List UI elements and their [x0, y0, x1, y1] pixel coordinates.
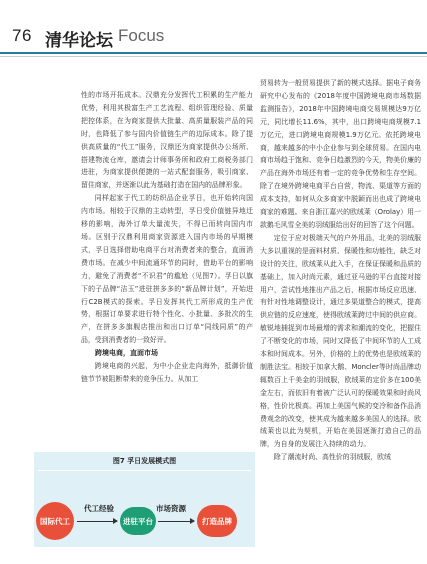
- arrow-2: [158, 521, 194, 522]
- edge-label-market-resources: 市场资源: [156, 504, 186, 513]
- paragraph: 除了潮流时尚、高性价的羽绒服，欧绒: [273, 453, 391, 462]
- header-rule: [0, 52, 427, 54]
- paragraph: 同样起家于代工的纺织品企业孚日，也开始转向国内市场。相较于汉鼎的主动转型，孚日受价值链异地迁移的影响，海外订单大量流失，不得已而转向国内市场。区别于汉鼎利用商家资源进入国内市场的早期模式，孚日选择借助电商平台对消费者来的整合，直面消费市场。在减少中间流通环节的同时，借助平台的影响力，避免了消费者“不识君”的尴尬（见图7）。孚日以旗下的子品牌“洁玉”进驻拼多多的“新品牌计划”，开始进行C2B模式的探索。孚日发挥其代工所形成的生产优势，根据订单要求进行特个性化、小批量、多批次的生产，在拼多多旗舰店推出和出口订单“同线同质”的产品，受到消费者的一致好评。: [81, 194, 253, 345]
- page-header: [0, 0, 427, 58]
- header-rule-thin: [0, 56, 427, 57]
- node-label: 进驻平台: [123, 516, 153, 526]
- figure-caption: 图7 孚日发展模式图: [112, 457, 177, 465]
- paragraph: 跨境电商的兴起，为中小企业走向海外，抵御价值链节节被阻断带来的竞争压力。从加工: [81, 362, 253, 383]
- subheading: 跨境电商，直面市场: [95, 349, 158, 358]
- edge-label-oem-experience: 代工经验: [84, 504, 114, 513]
- paragraph: 性的市场开拓成本。汉鼎充分发挥代工积累的生产能力优势，利用其极富生产工艺流程、组织管理经验、质量把控体系，在为商家提供大批量、高质量服装产品的同时，也降低了参与国内价值链生产的边际成本。除了提供高质量的“代工”服务，汉鼎还为商家提供办公场所、搭建物流仓库，邀请会计师事务所和政府工商税务部门进驻，为商家提供便捷的一站式配套服务，吸引商家、留住商家，并逐渐以此为基础打造在国内的品牌形象。: [81, 91, 253, 190]
- node-international-oem: [36, 502, 74, 540]
- right-column: [260, 77, 421, 464]
- arrow-1: [77, 521, 117, 522]
- node-label: 打造品牌: [202, 516, 232, 526]
- node-enter-platform: [120, 507, 156, 535]
- page-number: 76: [12, 26, 32, 45]
- section-title: 清华论坛: [45, 31, 113, 51]
- left-column: [81, 89, 253, 386]
- paragraph: 定位于应对极端天气的户外用品，北美的羽绒服大多以重视的是面料材质、保暖性和功能性，缺乏对设计的关注，欧绒莱从此入手，在保证保暖和品质的基础上，加入时尚元素，通过亚马逊的平台直接对接用户，尝试性地推出产品之后，根据市场反应迅速、有针对性地调整设计，通过多渠道整合的模式，提高供应链的反应速度，使得欧绒莱跨过中间的供应商。敏锐地捕捉到市场最增的需求和潮流的变化，把握住了不断变化的市场，同时又降低了中间环节的人工成本和时间成本。另外，价格的上的优势也是欧绒莱的制胜法宝。相较于加拿大鹅、Moncler等时尚品牌动辄数百上千美金的羽绒服，欧绒莱的定价多在100美金左右，而依旧有着被广泛认可的保暖效果和时尚风格，性价比极高。再加上美国气候的变冷和备作品消费观念的改变，使其成为越来越多美国人的选择。欧绒莱也以此为契机，开始在美国逐渐打造自己的品牌，为自身的发展注入持续的动力。: [260, 233, 421, 449]
- figure-divider: [38, 470, 251, 471]
- paragraph: 贸易转为一般贸易提供了新的模式选择。据电子商务研究中心发布的《2018年度中国跨境电商市场数据监测报告》，2018年中国跨境电商交易规模达9万亿元，同比增长11.6%，其中，出口跨境电商规模7.1万亿元，进口跨境电商规模1.9万亿元。依托跨境电商，越来越多的中小企业参与到全球贸易。在国内电商市场趋于饱和、竞争日趋激烈的今天，物美价廉的产品在海外市场还有着一定的竞争优势和生存空间。除了在境外跨境电商平台自营，物流、渠道等方面的成本支持，如何从众多商家中脱颖而出也成了跨境电商家的难题。来自浙江嘉兴的欧绒莱（Orolay）用一款鹅毛风雪全美的羽绒服给出好的回答了这个问题。: [260, 79, 421, 229]
- node-build-brand: [197, 505, 237, 537]
- section-title-en: Focus: [118, 26, 165, 45]
- figure-7-diagram: [34, 452, 255, 547]
- node-label: 国际代工: [40, 516, 70, 526]
